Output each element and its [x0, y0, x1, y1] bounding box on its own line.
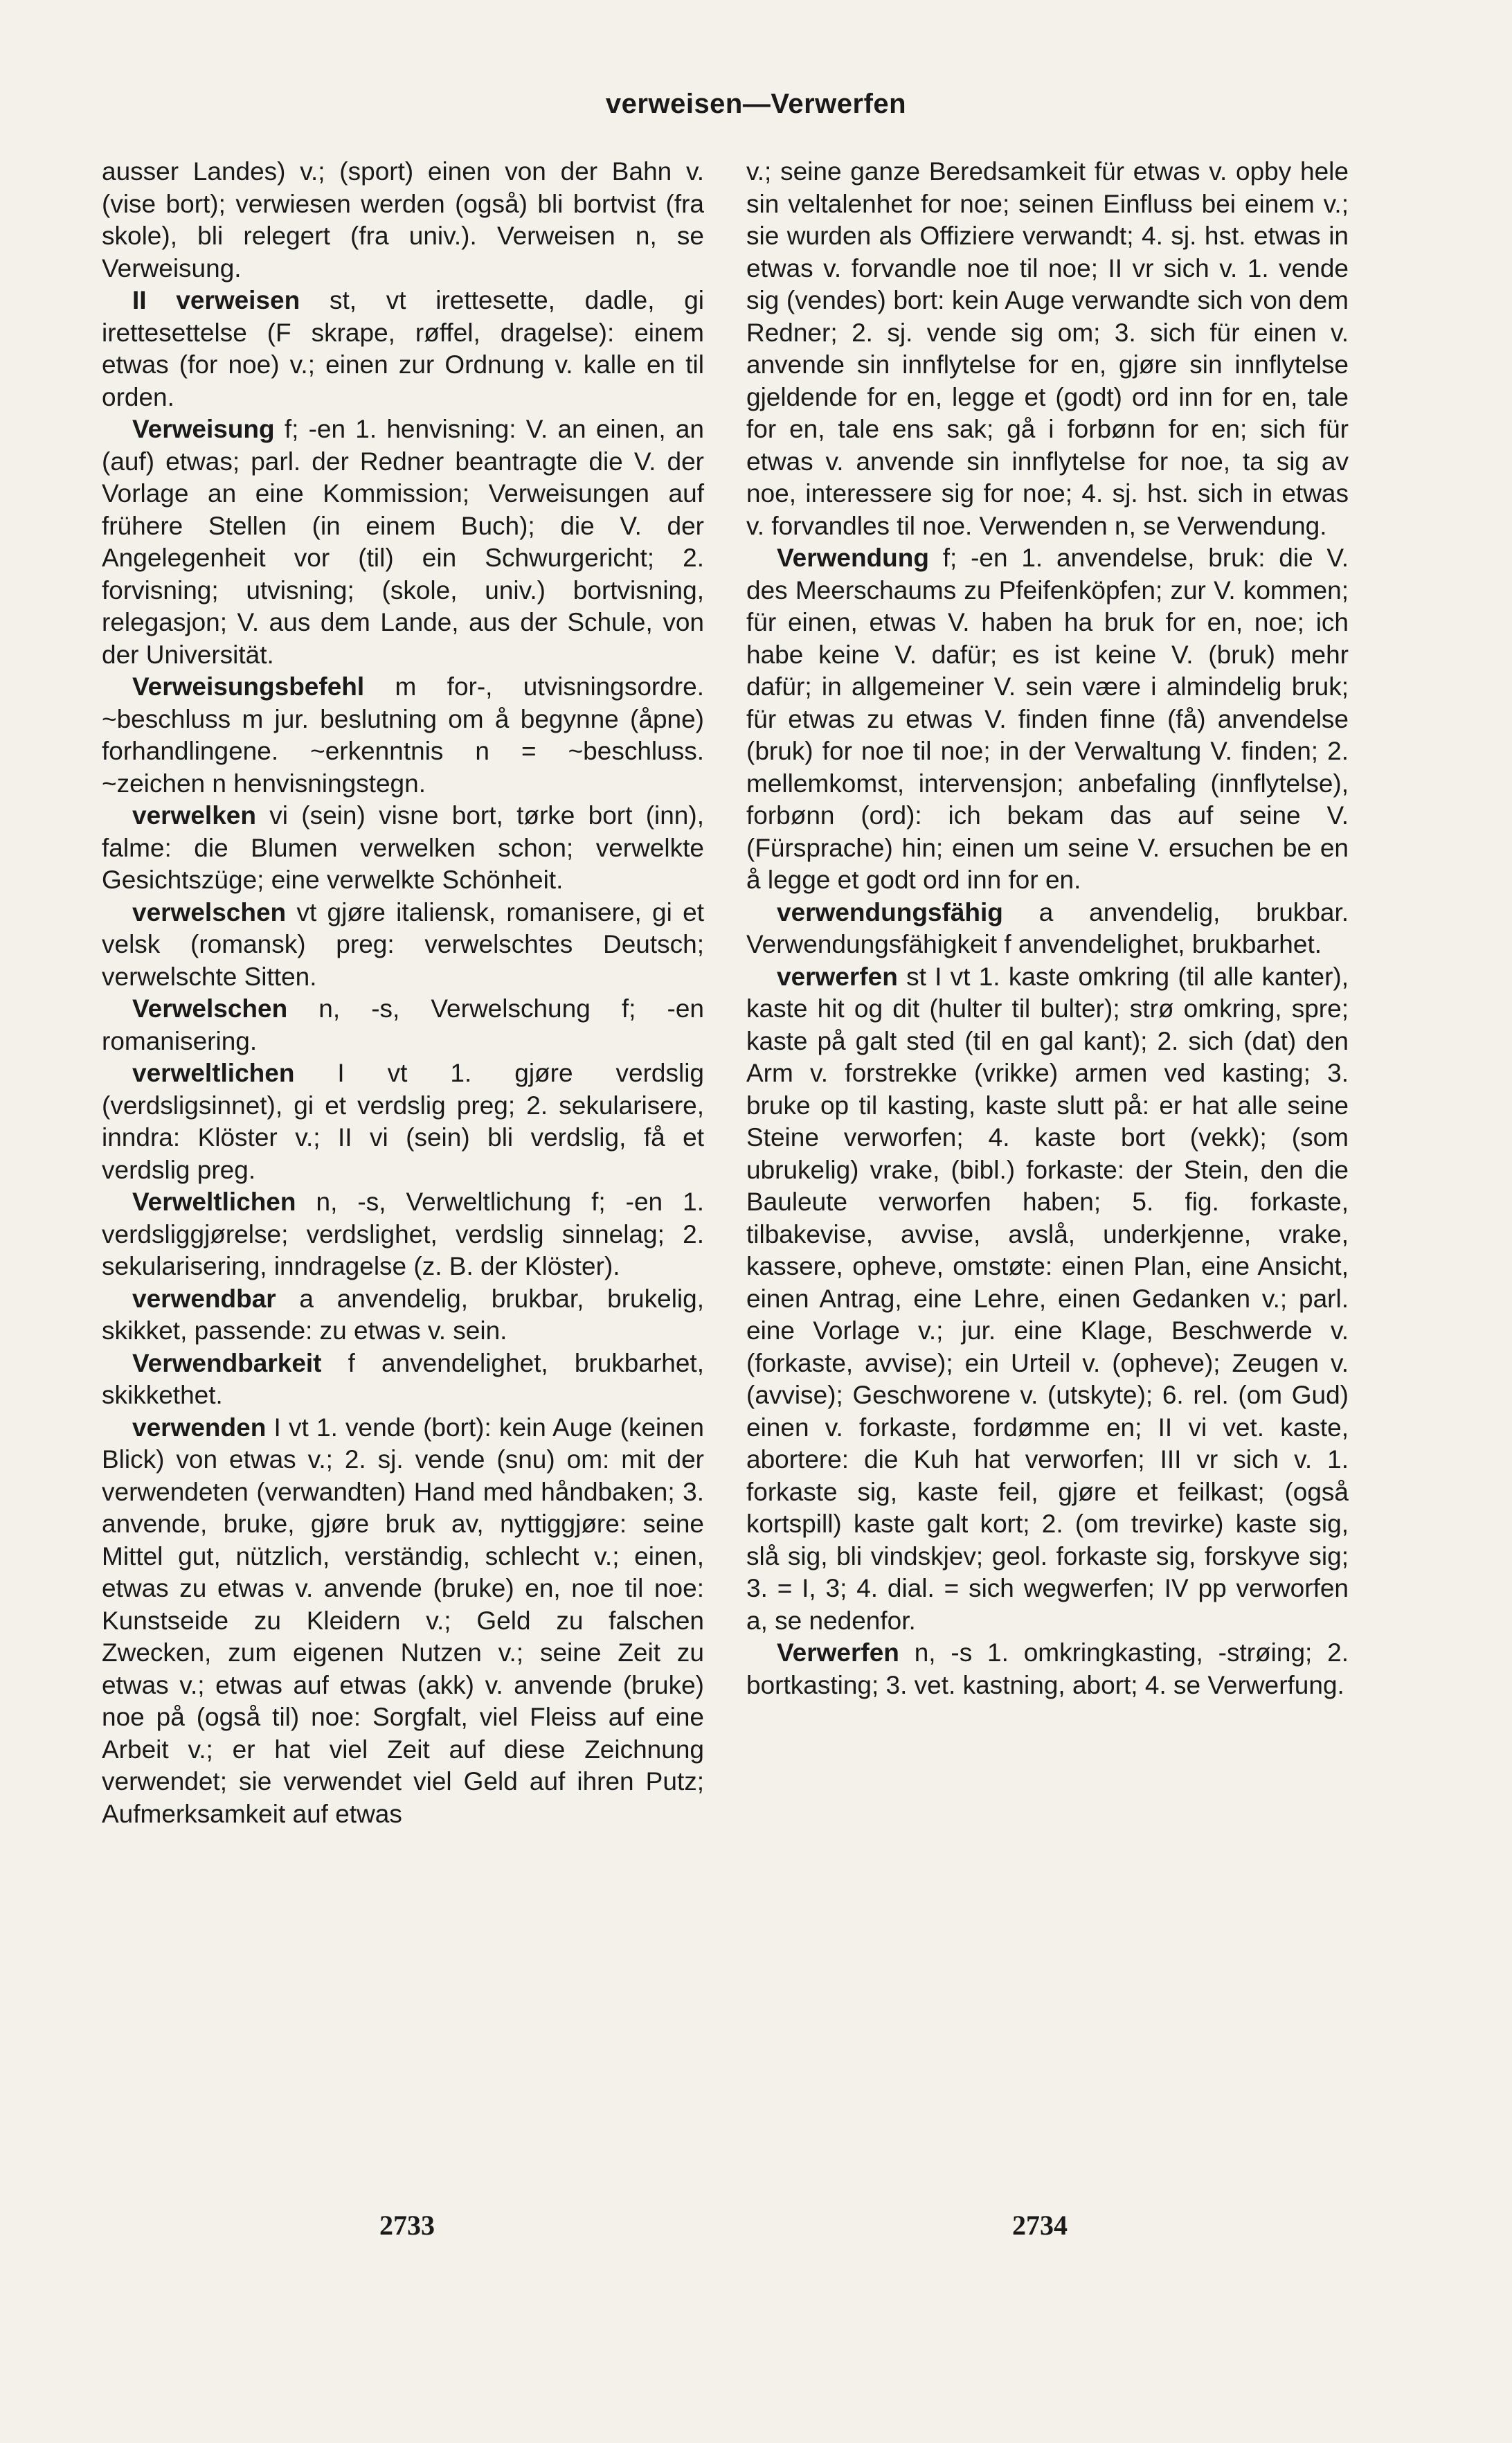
entry: [102, 1283, 704, 1348]
entry: [102, 897, 704, 994]
headword: verwenden: [132, 1413, 267, 1442]
headword: Verweisungsbefehl: [132, 672, 365, 701]
entry: [746, 156, 1349, 542]
left-column: [102, 156, 704, 1830]
entry-text: m for-, utvisningsordre. ~beschluss m jur. beslutning om å begynne (åpne) forhandlingene. ~erkenntnis n = ~beschluss. ~zeichen n henvisningstegn.: [102, 672, 704, 798]
entry: [102, 1412, 704, 1831]
headword: II verweisen: [132, 286, 300, 314]
entry-text: vi (sein) visne bort, tørke bort (inn), falme: die Blumen verwelken schon; verwelkte Gesichtszüge; eine verwelkte Schönheit.: [102, 801, 704, 894]
entry-text: n, -s, Verwelschung f; -en romanisering.: [102, 994, 704, 1055]
entry-text: n, -s 1. omkringkasting, -strøing; 2. bortkasting; 3. vet. kastning, abort; 4. se Verwerfung.: [746, 1638, 1349, 1699]
headword: verwelschen: [132, 897, 287, 927]
entry-text: I vt 1. gjøre verdslig (verdsligsinnet), gi et verdslig preg; 2. sekularisere, inndra: Klöster v.; II vi (sein) bli verdslig, få et verdslig preg.: [102, 1059, 704, 1184]
entry: [746, 897, 1349, 961]
entry-text: f anvendelighet, brukbarhet, skikkethet.: [102, 1348, 704, 1409]
entry-text: vt gjøre italiensk, romanisere, gi et velsk (romansk) preg: verwelschtes Deutsch; verwelschte Sitten.: [102, 897, 704, 991]
entry: [102, 1057, 704, 1186]
entry: [102, 1186, 704, 1283]
headword: Verwerfen: [777, 1638, 899, 1667]
entry: [102, 413, 704, 671]
entry: [746, 961, 1349, 1638]
entry-text: st I vt 1. kaste omkring (til alle kanter), kaste hit og dit (hulter til bulter); strø omkring, spre; kaste på galt sted (til en gal kant); 2. sich (dat) den Arm v. forstrekke (vrikke) armen ved kasting; 3. bruke op til kasting, kaste slutt på: er hat alle seine Steine verworfen; 4. kaste bort (vekk); (som ubrukelig) vrake, (bibl.) forkaste: der Stein, den die Bauleute verworfen haben; 5. fig. forkaste, tilbakevise, avvise, avslå, underkjenne, vrake, kassere, opheve, omstøte: einen Plan, eine Ansicht, einen Antrag, eine Lehre, einen Gedanken v.; parl. eine Vorlage v.; jur. eine Klage, Beschwerde v. (forkaste, avvise); ein Urteil v. (opheve); Zeugen v. (avvise); Geschworene v. (utskyte); 6. rel. (om Gud) einen v. forkaste, fordømme en; II vi vet. kaste, abortere: die Kuh hat verworfen; III vr sich v. 1. forkaste sig, kaste feil, gjøre et feilkast; (også kortspill) kaste galt kort; 2. (om trevirke) kaste sig, slå sig, bli vindskjev; geol. forkaste sig, forskyve sig; 3. = I, 3; 4. dial. = sich wegwerfen; IV pp verworfen a, se nedenfor.: [746, 962, 1349, 1635]
headword: Verweltlichen: [132, 1188, 296, 1216]
entry: [746, 1637, 1349, 1701]
headword: Verwelschen: [132, 994, 288, 1023]
page-number-left: 2733: [379, 2210, 435, 2241]
headword: verweltlichen: [132, 1059, 295, 1087]
entry: [746, 542, 1349, 897]
entry-text: I vt 1. vende (bort): kein Auge (keinen Blick) von etwas v.; 2. sj. vende (snu) om: mit der verwendeten (verwandten) Hand med håndbaken; 3. anvende, bruke, gjøre bruk av, nyttiggjøre: seine Mittel gut, nützlich, verständig, schlecht v.; einen, etwas zu etwas v. anvende (bruke) en, noe til noe: Kunstseide zu Kleidern v.; Geld zu falschen Zwecken, zum eigenen Nutzen v.; seine Zeit zu etwas v.; etwas auf etwas (akk) v. anvende (bruke) noe på (også til) noe: Sorgfalt, viel Fleiss auf eine Arbeit v.; er hat viel Zeit auf diese Zeichnung verwendet; sie verwendet viel Geld auf ihren Putz; Aufmerksamkeit auf etwas: [102, 1413, 704, 1828]
headword: verwendbar: [132, 1284, 276, 1313]
headword: Verwendung: [777, 544, 929, 572]
entry: [102, 993, 704, 1057]
entry-text: f; -en 1. anvendelse, bruk: die V. des Meerschaums zu Pfeifenköpfen; zur V. kommen; für einen, etwas V. haben ha bruk for en, noe; ich habe keine V. dafür; es ist keine V. (bruk) mehr dafür; in allgemeiner V. sein være i almindelig bruk; für etwas zu etwas V. finden finne (få) anvendelse (bruk) for noe til noe; in der Verwaltung V. finden; 2. mellemkomst, intervensjon; anbefaling (innflytelse), forbønn (ord): ich bekam das auf seine V. (Fürsprache) hin; einen um seine V. ersuchen be en å legge et godt ord inn for en.: [746, 544, 1349, 894]
headword: verwendungsfähig: [777, 897, 1003, 927]
entry: [102, 800, 704, 897]
right-column: [746, 156, 1349, 1701]
entry: [102, 285, 704, 413]
entry-text: a anvendelig, brukbar. Verwendungsfähigkeit f anvendelighet, brukbarhet.: [746, 897, 1349, 958]
entry-text: n, -s, Verweltlichung f; -en 1. verdsliggjørelse; verdslighet, verdslig sinnelag; 2. sekularisering, inndragelse (z. B. der Klöster).: [102, 1188, 704, 1280]
headword: Verweisung: [132, 415, 275, 443]
entry: [102, 1348, 704, 1412]
entry-text: v.; seine ganze Beredsamkeit für etwas v. opby hele sin veltalenhet for noe; seinen Einfluss bei einem v.; sie wurden als Offiziere verwandt; 4. sj. hst. etwas in etwas v. forvandle noe til noe; II vr sich v. 1. vende sig (vendes) bort: kein Auge verwandte sich von dem Redner; 2. sj. vende sig om; 3. sich für einen v. anvende sin innflytelse for en, gjøre sin innflytelse gjeldende for en, legge et (godt) ord inn for en, tale for en, tale ens sak; gå i forbønn for en; sich für etwas v. anvende sin innflytelse for noe, ta sig av noe, interessere sig for noe; 4. sj. hst. sich in etwas v. forvandles til noe. Verwenden n, se Verwendung.: [746, 157, 1349, 540]
headword: Verwendbarkeit: [132, 1348, 322, 1377]
headword: verwelken: [132, 801, 256, 830]
headword: verwerfen: [777, 962, 898, 991]
page-number-right: 2734: [1012, 2210, 1068, 2241]
entry-text: a anvendelig, brukbar, brukelig, skikket, passende: zu etwas v. sein.: [102, 1284, 704, 1345]
entry: [102, 671, 704, 800]
entry-text: f; -en 1. henvisning: V. an einen, an (auf) etwas; parl. der Redner beantragte die V. der Vorlage an eine Kommission; Verweisungen auf frühere Stellen (in einem Buch); die V. der Angelegenheit vor (til) ein Schwurgericht; 2. forvisning; utvisning; (skole, univ.) bortvisning, relegasjon; V. aus dem Lande, aus der Schule, von der Universität.: [102, 415, 704, 669]
entry: [102, 156, 704, 285]
running-header: verweisen—Verwerfen: [605, 89, 907, 119]
entry-text: st, vt irettesette, dadle, gi irettesettelse (F skrape, røffel, dragelse): einem etwas (for noe) v.; einen zur Ordnung v. kalle en til orden.: [102, 286, 704, 411]
entry-text: ausser Landes) v.; (sport) einen von der Bahn v. (vise bort); verwiesen werden (også) bli bortvist (fra skole), bli relegert (fra univ.). Verweisen n, se Verweisung.: [102, 157, 704, 283]
